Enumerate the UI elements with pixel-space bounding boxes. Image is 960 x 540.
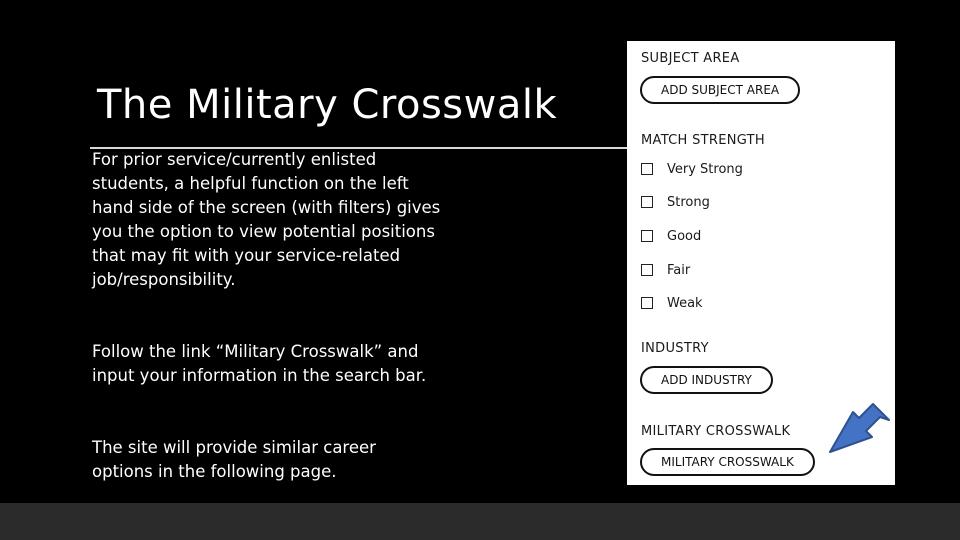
match-option-good[interactable] — [641, 226, 701, 246]
checkbox-icon[interactable] — [641, 163, 653, 175]
checkbox-icon[interactable] — [641, 297, 653, 309]
match-option-weak[interactable] — [641, 293, 703, 313]
match-strength-heading: MATCH STRENGTH — [641, 133, 765, 148]
military-crosswalk-button[interactable]: MILITARY CROSSWALK — [640, 448, 815, 476]
match-option-label: Strong — [667, 194, 710, 210]
subject-area-heading: SUBJECT AREA — [641, 51, 740, 66]
footer-bar — [0, 503, 960, 540]
add-subject-area-button[interactable]: ADD SUBJECT AREA — [640, 76, 800, 104]
arrow-pointer-icon — [826, 400, 892, 460]
match-option-label: Good — [667, 228, 702, 244]
paragraph-results: The site will provide similar career options in the following page. — [92, 438, 376, 481]
paragraph-intro: For prior service/currently enlisted students, a helpful function on the left hand side of the screen (with filters) gives you the option to view potential positions that may fit with your service-related job/responsibility. — [92, 150, 441, 289]
match-option-label: Very Strong — [667, 161, 743, 177]
checkbox-icon[interactable] — [641, 230, 653, 242]
match-option-label: Fair — [667, 262, 691, 278]
match-option-label: Weak — [667, 295, 703, 311]
industry-heading: INDUSTRY — [641, 341, 709, 356]
match-option-fair[interactable] — [641, 260, 690, 280]
paragraph-follow-link: Follow the link “Military Crosswalk” and input your information in the search bar. — [92, 342, 427, 385]
checkbox-icon[interactable] — [641, 264, 653, 276]
checkbox-icon[interactable] — [641, 196, 653, 208]
match-option-very-strong[interactable] — [641, 159, 743, 179]
slide-title: The Military Crosswalk — [97, 82, 558, 128]
military-crosswalk-heading: MILITARY CROSSWALK — [641, 424, 791, 439]
add-industry-button[interactable]: ADD INDUSTRY — [640, 366, 773, 394]
arrow-pointer-shape — [830, 404, 889, 452]
match-option-strong[interactable] — [641, 192, 710, 212]
